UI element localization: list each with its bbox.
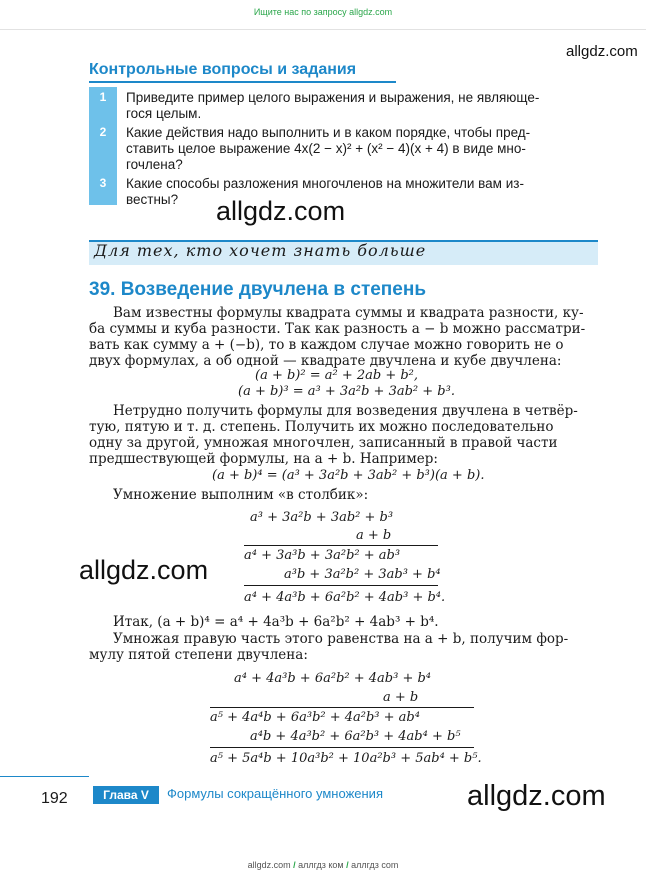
paragraph: Нетрудно получить формулы для возведения двучлена в четвёр- тую, пятую и т. д. степень. Получить их можно последовательно одну за другой, умножая многочлен, записанный в правой части предшествующей формулы, на a + b. Например: <box>89 403 578 467</box>
column-rule <box>210 747 474 748</box>
control-questions-title: Контрольные вопросы и задания <box>89 61 357 78</box>
watermark: allgdz.com <box>216 196 346 226</box>
question-text: Какие действия надо выполнить и в каком порядке, чтобы пред- ставить целое выражение 4x(2 − x)² + (x² − 4)(x + 4) в виде мно- гочлена? <box>126 125 531 172</box>
bottom-banner: allgdz.com / аллгдз ком / аллгдз com <box>247 860 399 870</box>
top-divider <box>0 29 646 30</box>
question-number: 3 <box>99 176 107 190</box>
bottom-link[interactable]: аллгдз ком <box>298 860 344 870</box>
question-number: 2 <box>99 125 107 139</box>
footer-rule <box>0 776 89 777</box>
column-row: a + b <box>383 690 419 705</box>
column-row: a⁴ + 4a³b + 6a²b² + 4ab³ + b⁴ <box>234 671 431 686</box>
column-rule <box>210 707 474 708</box>
watermark: allgdz.com <box>467 780 606 812</box>
formula: (a + b)² = a² + 2ab + b², <box>255 368 419 383</box>
column-row: a + b <box>356 528 392 543</box>
watermark: allgdz.com <box>79 555 209 585</box>
bottom-link[interactable]: allgdz.com <box>247 860 291 870</box>
chapter-title: Формулы сокращённого умножения <box>167 786 383 801</box>
page-number: 192 <box>41 790 68 807</box>
column-row: a³ + 3a²b + 3ab² + b³ <box>250 510 394 525</box>
column-row: a⁴ + 4a³b + 6a²b² + 4ab³ + b⁴. <box>244 590 446 605</box>
paragraph: Вам известны формулы квадрата суммы и квадрата разности, ку- ба суммы и куба разности. Так как разность a − b можно рассматри- вать как сумму a + (−b), то в каждом случае можно говорить не о двух формулах, а об одной — квадрате двучлена и кубе двучлена: <box>89 305 586 369</box>
more-banner-text: Для тех, кто хочет знать больше <box>94 241 427 260</box>
formula: (a + b)⁴ = (a³ + 3a²b + 3ab² + b³)(a + b). <box>212 468 485 483</box>
column-row: a⁵ + 5a⁴b + 10a³b² + 10a²b³ + 5ab⁴ + b⁵. <box>210 751 482 766</box>
bottom-link[interactable]: аллгдз com <box>351 860 399 870</box>
question-text: Какие способы разложения многочленов на множители вам из- вестны? <box>126 176 524 207</box>
title-underline <box>89 81 396 83</box>
column-rule <box>244 585 438 586</box>
column-row: a³b + 3a²b² + 3ab³ + b⁴ <box>284 567 441 582</box>
question-number: 1 <box>99 90 107 104</box>
paragraph: Итак, (a + b)⁴ = a⁴ + 4a³b + 6a²b² + 4ab³ + b⁴. <box>113 614 439 630</box>
question-text: Приведите пример целого выражения и выражения, не являюще- гося целым. <box>126 90 540 121</box>
top-banner: Ищите нас по запросу allgdz.com <box>253 7 393 17</box>
column-rule <box>244 545 438 546</box>
chapter-badge: Глава V <box>93 786 159 804</box>
column-row: a⁴b + 4a³b² + 6a²b³ + 4ab⁴ + b⁵ <box>250 729 461 744</box>
watermark: allgdz.com <box>566 43 638 60</box>
column-row: a⁵ + 4a⁴b + 6a³b² + 4a²b³ + ab⁴ <box>210 710 420 725</box>
paragraph: Умножение выполним «в столбик»: <box>113 487 369 503</box>
section-title: 39. Возведение двучлена в степень <box>89 279 427 300</box>
column-row: a⁴ + 3a³b + 3a²b² + ab³ <box>244 548 401 563</box>
formula: (a + b)³ = a³ + 3a²b + 3ab² + b³. <box>238 384 455 399</box>
paragraph: Умножая правую часть этого равенства на a + b, получим фор- мулу пятой степени двучлена: <box>89 631 569 663</box>
